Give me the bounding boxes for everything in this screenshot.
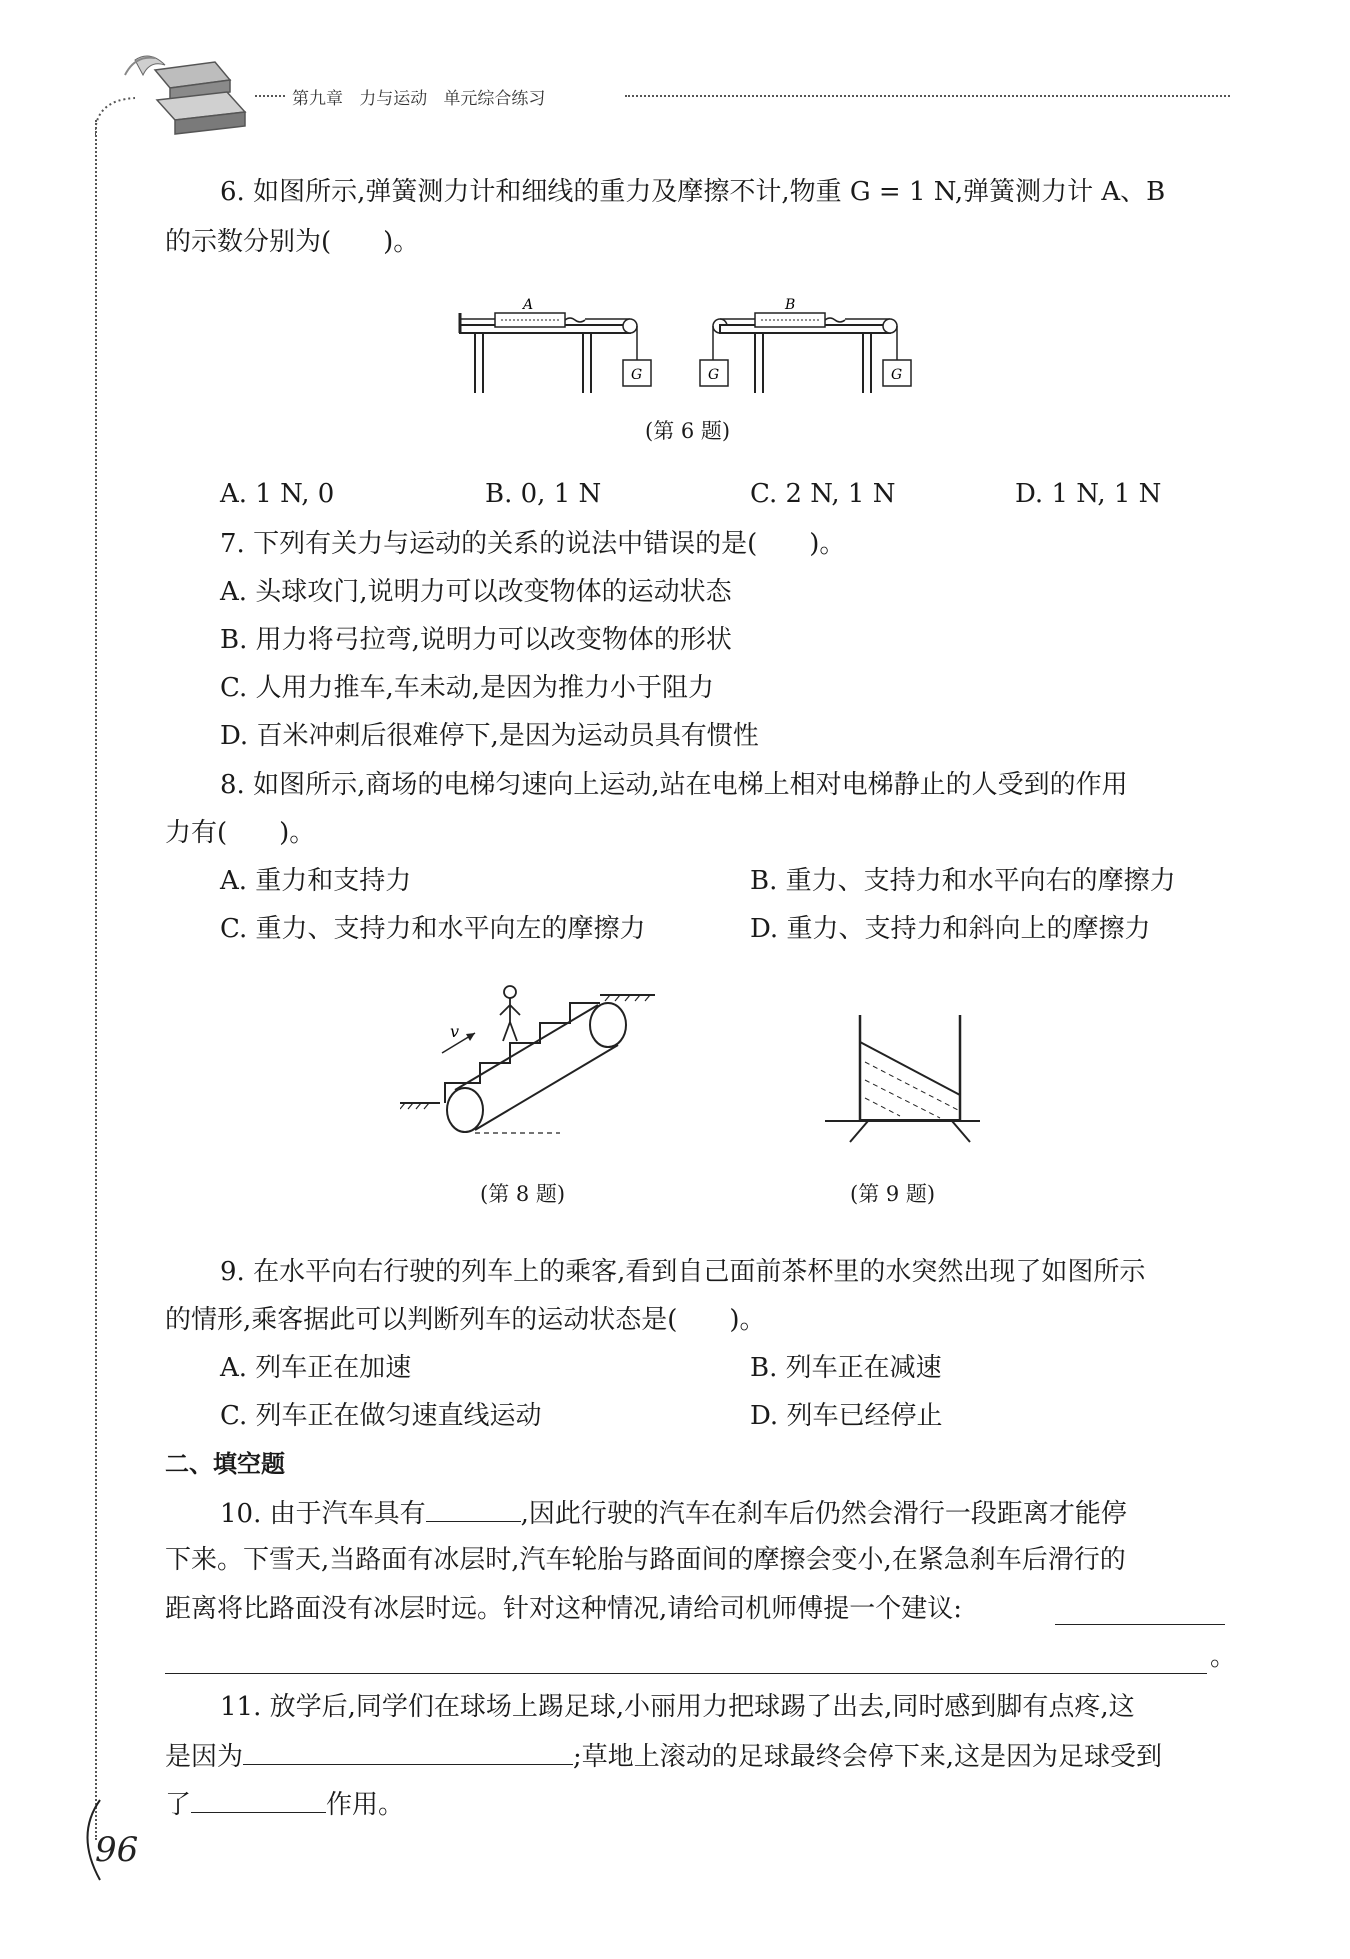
q8-option-a[interactable]: A. 重力和支持力	[220, 866, 412, 896]
q11-line3-end: 作用。	[326, 1790, 405, 1820]
q11-line3-start: 了	[165, 1790, 192, 1820]
q11-line2	[165, 1738, 1162, 1774]
q10-end-mark: 。	[1210, 1642, 1237, 1672]
q9-option-c[interactable]: C. 列车正在做匀速直线运动	[220, 1401, 542, 1431]
label-b: B	[785, 297, 796, 313]
header-decoration	[95, 40, 270, 140]
q9-option-a[interactable]: A. 列车正在加速	[220, 1353, 412, 1383]
header-title	[292, 84, 545, 109]
q8-option-d[interactable]: D. 重力、支持力和斜向上的摩擦力	[750, 914, 1151, 944]
q7-option-b[interactable]: B. 用力将弓拉弯,说明力可以改变物体的形状	[220, 625, 732, 655]
q10-line2: 下来。下雪天,当路面有冰层时,汽车轮胎与路面间的摩擦会变小,在紧急刹车后滑行的	[165, 1545, 1126, 1575]
q8-caption: (第 8 题)	[480, 1182, 566, 1206]
q6-caption: (第 6 题)	[645, 419, 731, 443]
q11-line2-end: ;草地上滚动的足球最终会停下来,这是因为足球受到	[573, 1742, 1163, 1772]
q7-stem: 7. 下列有关力与运动的关系的说法中错误的是( )。	[220, 529, 846, 559]
header-chapter: 第九章	[292, 89, 343, 109]
q9-caption: (第 9 题)	[850, 1182, 936, 1206]
q10-line1-start: 10. 由于汽车具有	[220, 1499, 426, 1529]
q7-option-a[interactable]: A. 头球攻门,说明力可以改变物体的运动状态	[220, 577, 732, 607]
q6-setup-b	[700, 297, 911, 393]
person-icon	[500, 986, 520, 1041]
q9-option-b[interactable]: B. 列车正在减速	[750, 1353, 942, 1383]
q9-cup-figure	[820, 1010, 980, 1150]
q10-line1	[220, 1495, 1127, 1531]
weight-g: G	[708, 367, 720, 383]
q6-setup-a	[460, 297, 651, 393]
pulley-icon	[623, 319, 637, 333]
q10-blank-3[interactable]	[165, 1647, 1207, 1674]
q8-option-c[interactable]: C. 重力、支持力和水平向左的摩擦力	[220, 914, 646, 944]
q10-line3-text: 距离将比路面没有冰层时远。针对这种情况,请给司机师傅提一个建议:	[165, 1594, 963, 1624]
header-dotted-rule-left	[255, 95, 285, 97]
weight-g: G	[631, 367, 643, 383]
q9-stem-line2: 的情形,乘客据此可以判断列车的运动状态是( )。	[165, 1305, 766, 1335]
books-icon	[125, 56, 245, 134]
header-dotted-rule-right	[625, 95, 1230, 97]
velocity-label: v	[450, 1022, 460, 1041]
q6-option-b[interactable]: B. 0, 1 N	[485, 479, 602, 509]
q6-stem-line2: 的示数分别为( )。	[165, 227, 420, 257]
q7-option-d[interactable]: D. 百米冲刺后很难停下,是因为运动员具有惯性	[220, 721, 759, 751]
q6-figure	[455, 285, 935, 405]
q6-stem-line1: 6. 如图所示,弹簧测力计和细线的重力及摩擦不计,物重 G = 1 N,弹簧测力计 A、B	[220, 177, 1166, 207]
q11-line2-start: 是因为	[165, 1742, 244, 1772]
q11-blank-1[interactable]	[243, 1738, 573, 1765]
q10-line3	[165, 1592, 962, 1626]
q11-line1: 11. 放学后,同学们在球场上踢足球,小丽用力把球踢了出去,同时感到脚有点疼,这	[220, 1692, 1135, 1722]
left-margin-dotted-line	[95, 120, 97, 1840]
q6-option-c[interactable]: C. 2 N, 1 N	[750, 479, 896, 509]
label-a: A	[523, 297, 534, 313]
q10-blank-2[interactable]	[1055, 1598, 1225, 1625]
q8-escalator-figure	[400, 975, 670, 1145]
q11-blank-2[interactable]	[191, 1786, 326, 1813]
header-topic: 力与运动	[359, 89, 428, 109]
q6-option-d[interactable]: D. 1 N, 1 N	[1015, 479, 1162, 509]
q8-stem-line2: 力有( )。	[165, 818, 316, 848]
q7-option-c[interactable]: C. 人用力推车,车未动,是因为推力小于阻力	[220, 673, 715, 703]
page-number: 96	[95, 1830, 139, 1870]
pulley-icon	[883, 319, 897, 333]
q8-option-b[interactable]: B. 重力、支持力和水平向右的摩擦力	[750, 866, 1176, 896]
q10-line1-end: ,因此行驶的汽车在刹车后仍然会滑行一段距离才能停	[520, 1499, 1127, 1529]
q10-blank-1[interactable]	[426, 1495, 521, 1522]
q9-stem-line1: 9. 在水平向右行驶的列车上的乘客,看到自己面前茶杯里的水突然出现了如图所示	[220, 1257, 1146, 1287]
header-section: 单元综合练习	[443, 89, 546, 109]
q6-option-a[interactable]: A. 1 N, 0	[220, 479, 335, 509]
section-fill-in-title: 二、填空题	[165, 1450, 285, 1478]
q9-option-d[interactable]: D. 列车已经停止	[750, 1401, 943, 1431]
weight-g: G	[891, 367, 903, 383]
q8-stem-line1: 8. 如图所示,商场的电梯匀速向上运动,站在电梯上相对电梯静止的人受到的作用	[220, 770, 1128, 800]
q11-line3	[165, 1786, 404, 1822]
